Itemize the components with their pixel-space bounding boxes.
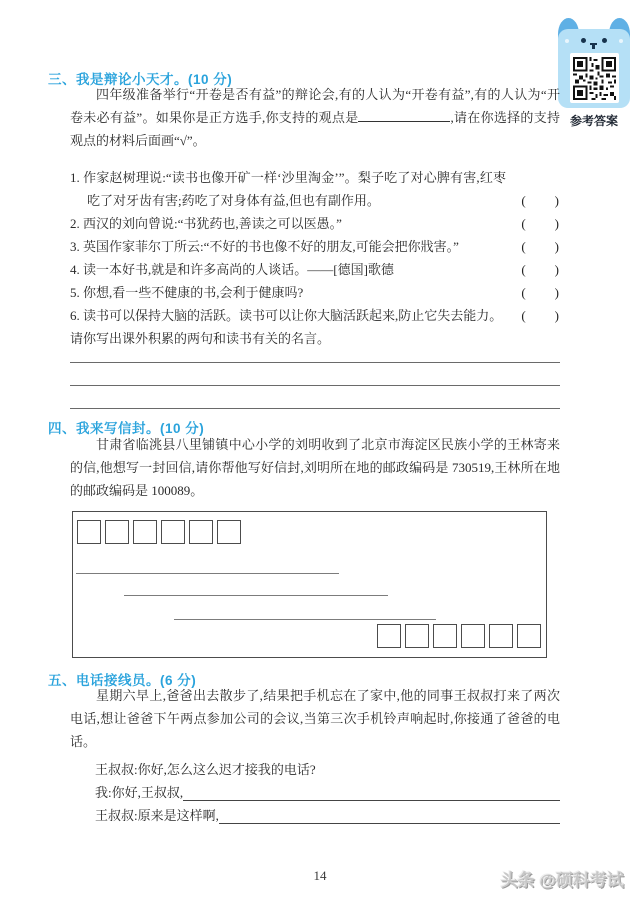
debate-item-text: 6. 读书可以保持大脑的活跃。读书可以让你大脑活跃起来,防止它失去能力。 — [70, 308, 503, 323]
badge-dot — [565, 39, 569, 43]
intro-text-before-blank: 四年级准备举行“开卷是否有益”的辩论会,有的人认为“开卷有益”,有的人认为“开卷未必有益”。如果你是正方选手,你支持的观点是 — [70, 87, 560, 125]
postal-code-box — [377, 624, 401, 648]
postal-code-box — [77, 520, 101, 544]
postal-code-box — [217, 520, 241, 544]
opinion-blank — [358, 109, 450, 122]
badge-nose-icon — [592, 43, 595, 49]
postal-code-box — [189, 520, 213, 544]
badge-eye-icon — [581, 38, 586, 43]
qr-panel — [570, 53, 619, 103]
answer-paren: ( ) — [521, 262, 560, 277]
debate-item-text: 4. 读一本好书,就是和许多高尚的人谈话。——[德国]歌德 — [70, 262, 394, 277]
debate-item-text: 1. 作家赵树理说:“读书也像开矿一样‘沙里淘金’”。梨子吃了对心脾有害,红枣吃了对牙齿有害;药吃了对身体有益,但也有副作用。 — [70, 170, 506, 208]
answer-paren: ( ) — [521, 285, 560, 300]
answer-paren: ( ) — [521, 239, 560, 254]
debate-item-text: 2. 西汉的刘向曾说:“书犹药也,善读之可以医愚。” — [70, 216, 342, 231]
section-3-heading: 三、我是辩论小天才。(10 分) — [48, 72, 233, 87]
postal-code-box — [489, 624, 513, 648]
dialogue-line-3 — [95, 804, 560, 827]
postal-code-box — [517, 624, 541, 648]
badge-eye-icon — [602, 38, 607, 43]
envelope-address-line — [124, 595, 388, 596]
answer-line — [70, 385, 560, 386]
quote-write-prompt: 请你写出课外积累的两句和读书有关的名言。 — [70, 331, 331, 346]
section-4-heading: 四、我来写信封。(10 分) — [48, 421, 205, 436]
debate-item-1 — [70, 166, 560, 212]
section-4-intro: 甘肃省临洮县八里铺镇中心小学的刘明收到了北京市海淀区民族小学的王林寄来的信,他想写一封回信,请你帮他写好信封,刘明所在地的邮政编码是 730519,王林所在地的邮政编码是 100089。 — [70, 437, 560, 498]
postal-code-box — [461, 624, 485, 648]
debate-item-3 — [70, 235, 560, 258]
section-5-intro: 星期六早上,爸爸出去散步了,结果把手机忘在了家中,他的同事王叔叔打来了两次电话,想让爸爸下午两点参加公司的会议,当第三次手机铃声响起时,你接通了爸爸的电话。 — [70, 688, 560, 749]
dialogue-fill-line — [219, 823, 560, 824]
postal-code-box — [105, 520, 129, 544]
qr-code-icon — [573, 57, 616, 100]
debate-item-5 — [70, 281, 560, 304]
postal-code-box — [161, 520, 185, 544]
answer-line — [70, 408, 560, 409]
badge-dot — [619, 39, 623, 43]
debate-item-text: 5. 你想,看一些不健康的书,会利于健康吗? — [70, 285, 304, 300]
envelope-box — [72, 511, 547, 658]
page-number: 14 — [313, 868, 327, 883]
watermark: 头条 @硕科考试 — [500, 871, 624, 890]
postal-code-box — [133, 520, 157, 544]
debate-item-4 — [70, 258, 560, 281]
debate-item-2 — [70, 212, 560, 235]
dialogue-fill-line — [183, 800, 560, 801]
envelope-address-line — [76, 573, 339, 574]
section-5-heading: 五、电话接线员。(6 分) — [48, 673, 197, 688]
postal-code-box — [433, 624, 457, 648]
debate-item-6 — [70, 304, 560, 327]
postal-code-box — [405, 624, 429, 648]
qr-badge-label: 参考答案 — [569, 114, 618, 128]
answer-paren: ( ) — [521, 216, 560, 231]
debate-item-text: 3. 英国作家菲尔丁所云:“不好的书也像不好的朋友,可能会把你戕害。” — [70, 239, 459, 254]
envelope-address-line — [174, 619, 436, 620]
answer-paren: ( ) — [521, 308, 560, 323]
answer-paren: ( ) — [521, 193, 560, 208]
postal-code-boxes-bottom — [377, 624, 545, 653]
dialogue-line-3-text: 王叔叔:原来是这样啊, — [95, 808, 219, 823]
intro-text-after-blank: ,请在你选择的支持观点的材料后面画“√”。 — [70, 110, 560, 148]
dialogue-line-1: 王叔叔:你好,怎么这么迟才接我的电话? — [95, 762, 316, 777]
answer-qr-badge — [558, 18, 630, 128]
postal-code-boxes-top — [77, 520, 245, 549]
dialogue-line-2 — [95, 781, 560, 804]
dialogue-line-2-text: 我:你好,王叔叔, — [95, 785, 184, 800]
section-3-intro — [70, 83, 560, 152]
badge-body — [558, 29, 630, 108]
answer-line — [70, 362, 560, 363]
